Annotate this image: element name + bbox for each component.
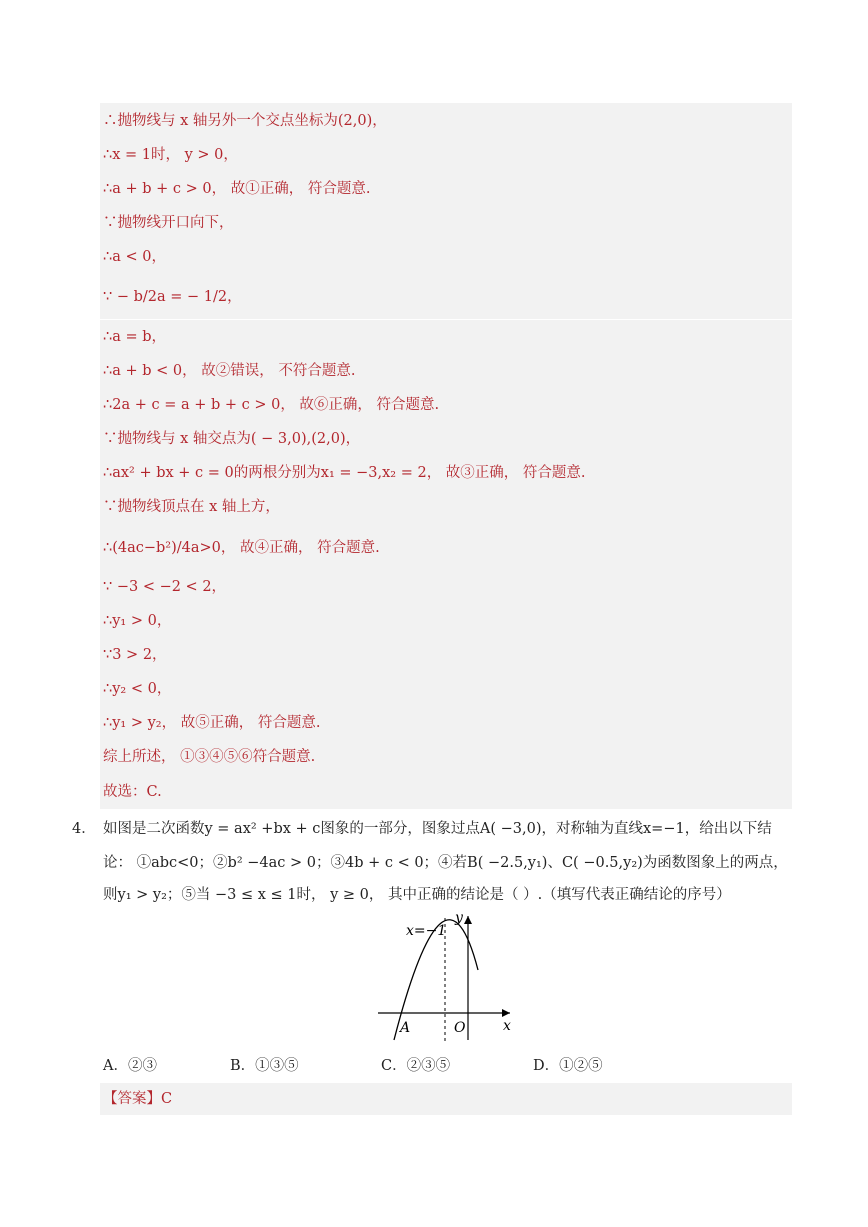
solution-line: ∴y₁ > y₂， 故⑤正确， 符合题意. <box>103 715 321 731</box>
origin-label: O <box>454 1020 466 1036</box>
solution-line: ∴a + b + c > 0， 故①正确， 符合题意. <box>103 181 371 197</box>
solution-line: ∴a < 0， <box>103 249 166 265</box>
solution-line: ∴a + b < 0， 故②错误， 不符合题意. <box>103 363 356 379</box>
solution-line: ∵抛物线开口向下， <box>103 215 234 231</box>
solution-line: 故选：C. <box>103 784 162 800</box>
solution-line: ∵ − b/2a = − 1/2， <box>103 289 242 305</box>
question-number: 4． <box>72 821 96 837</box>
solution-line: ∴a = b， <box>103 329 167 345</box>
parabola-graph <box>370 908 520 1048</box>
answer-box <box>100 1083 792 1115</box>
solution-line: ∵3 > 2， <box>103 647 167 663</box>
question-line-2: 论： ①abc<0；②b² −4ac > 0；③4b + c < 0；④若B( −2.5,y₁)、C( −0.5,y₂)为函数图象上的两点， <box>103 855 788 871</box>
point-a-label: A <box>400 1020 411 1036</box>
solution-line: ∵抛物线与 x 轴交点为( − 3,0),(2,0)， <box>103 431 361 447</box>
solution-box <box>100 103 792 809</box>
solution-line: ∴y₁ > 0， <box>103 613 172 629</box>
solution-line: ∴2a + c = a + b + c > 0， 故⑥正确， 符合题意. <box>103 397 440 413</box>
symmetry-axis-label: x=−1 <box>406 923 447 939</box>
option-c: C．②③⑤ <box>381 1058 451 1074</box>
option-b: B．①③⑤ <box>230 1058 299 1074</box>
solution-line: ∵抛物线顶点在 x 轴上方， <box>103 499 280 515</box>
question-line-1: 如图是二次函数y = ax² +bx + c图象的一部分，图象过点A( −3,0)，对称轴为直线x=−1，给出以下结 <box>103 821 772 837</box>
option-a: A．②③ <box>103 1058 157 1074</box>
option-d: D．①②⑤ <box>533 1058 603 1074</box>
solution-line: ∴ax² + bx + c = 0的两根分别为x₁ = −3,x₂ = 2， 故③正确， 符合题意. <box>103 465 586 481</box>
x-axis-arrow <box>502 1009 510 1017</box>
answer-text: 【答案】C <box>103 1091 173 1107</box>
solution-line: ∵ −3 < −2 < 2， <box>103 579 227 595</box>
solution-line: ∴x = 1时， y > 0， <box>103 147 238 163</box>
question-line-3: 则y₁ > y₂；⑤当 −3 ≤ x ≤ 1时， y ≥ 0， 其中正确的结论是（ ）.（填写代表正确结论的序号） <box>103 887 731 903</box>
solution-line: ∴y₂ < 0， <box>103 681 172 697</box>
solution-divider <box>100 319 792 320</box>
y-axis-arrow <box>464 916 472 924</box>
solution-line: ∴抛物线与 x 轴另外一个交点坐标为(2,0)， <box>103 113 387 129</box>
y-axis-label: y <box>455 910 463 926</box>
solution-line: ∴(4ac−b²)/4a>0， 故④正确， 符合题意. <box>103 540 380 556</box>
solution-line: 综上所述， ①③④⑤⑥符合题意. <box>103 749 316 765</box>
x-axis-label: x <box>503 1018 511 1034</box>
